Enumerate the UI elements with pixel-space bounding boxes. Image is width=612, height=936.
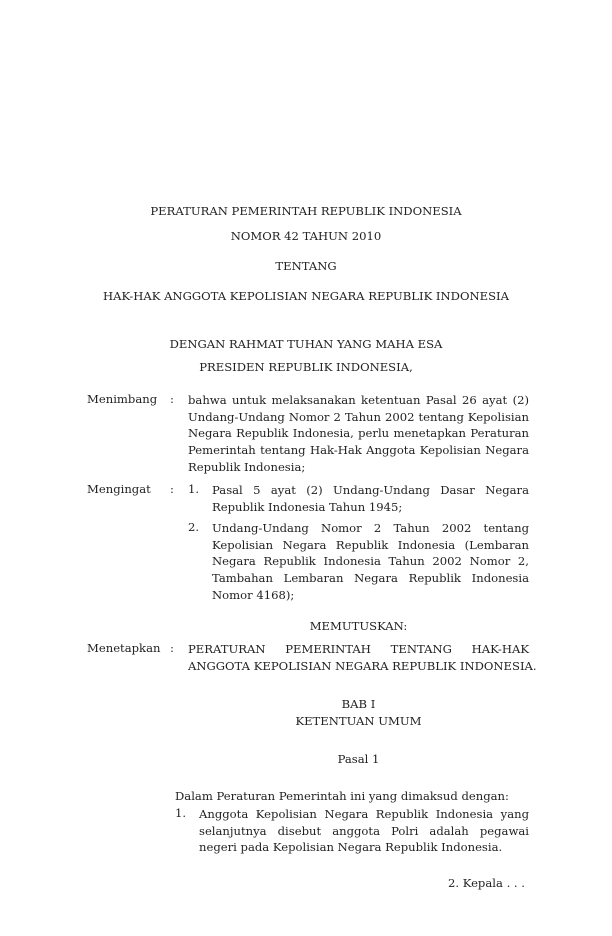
doc-subject: HAK-HAK ANGGOTA KEPOLISIAN NEGARA REPUBLIK INDONESIA: [103, 289, 509, 303]
menetapkan-line1: PERATURAN PEMERINTAH TENTANG HAK-HAK: [188, 642, 529, 656]
list-item: Pasal 5 ayat (2) Undang-Undang Dasar Negara Republik Indonesia Tahun 1945;: [212, 483, 529, 514]
doc-number: NOMOR 42 TAHUN 2010: [230, 229, 382, 243]
colon: :: [170, 392, 174, 406]
article-title: Pasal 1: [337, 752, 380, 766]
doc-title: PERATURAN PEMERINTAH REPUBLIK INDONESIA: [150, 204, 462, 218]
doc-tentang: TENTANG: [275, 259, 337, 273]
colon: :: [170, 641, 174, 655]
chapter-title: BAB I: [341, 697, 376, 711]
president-line: PRESIDEN REPUBLIK INDONESIA,: [199, 360, 413, 374]
list-number: 1.: [188, 482, 200, 496]
menetapkan-label: Menetapkan: [87, 641, 161, 655]
list-number: 2.: [188, 520, 200, 534]
mengingat-label: Mengingat: [87, 482, 151, 496]
preamble-line: DENGAN RAHMAT TUHAN YANG MAHA ESA: [169, 337, 443, 351]
colon: :: [170, 482, 174, 496]
menetapkan-line2: ANGGOTA KEPOLISIAN NEGARA REPUBLIK INDONESIA.: [188, 659, 537, 673]
menimbang-label: Menimbang: [87, 392, 158, 406]
list-item: Anggota Kepolisian Negara Republik Indonesia yang selanjutnya disebut anggota Polri adalah pegawai negeri pada Kepolisian Negara Republik Indonesia.: [199, 807, 529, 855]
list-number: 1.: [175, 806, 187, 820]
page-continuation: 2. Kepala . . .: [447, 876, 525, 890]
menimbang-text: bahwa untuk melaksanakan ketentuan Pasal 26 ayat (2) Undang-Undang Nomor 2 Tahun 2002 tentang Kepolisian Negara Republik Indonesia, perlu menetapkan Peraturan Pemerintah tentang Hak-Hak Anggota Kepolisian Negara Republik Indonesia;: [188, 393, 529, 474]
memutuskan-heading: MEMUTUSKAN:: [309, 619, 408, 633]
chapter-subtitle: KETENTUAN UMUM: [295, 714, 422, 728]
article-intro: Dalam Peraturan Pemerintah ini yang dimaksud dengan:: [175, 789, 509, 803]
list-item: Undang-Undang Nomor 2 Tahun 2002 tentang Kepolisian Negara Republik Indonesia (Lembaran Negara Republik Indonesia Tahun 2002 Nomor 2, Tambahan Lembaran Negara Republik Indonesia Nomor 4168);: [212, 521, 529, 602]
